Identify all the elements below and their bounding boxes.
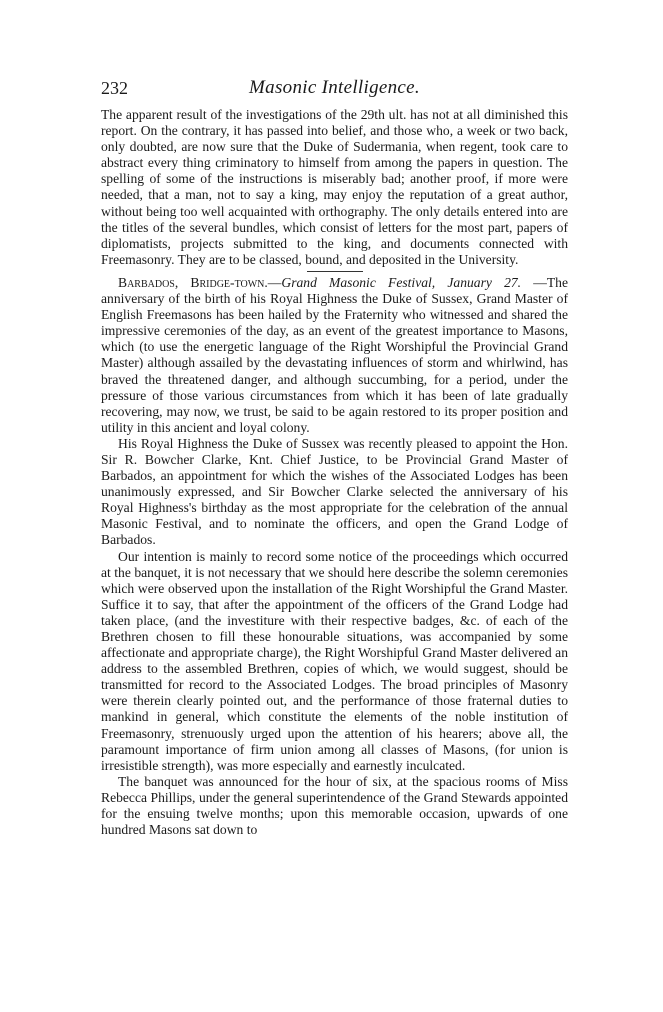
- paragraph-banquet-announcement: The banquet was announced for the hour of six, at the spacious rooms of Miss Rebecca Phillips, under the general superintendence of the Grand Stewards appointed for the ensuing twelve months; upon this memorable occasion, upwards of one hundred Masons sat down to: [101, 773, 568, 838]
- paragraph-appointment: His Royal Highness the Duke of Sussex was recently pleased to appoint the Hon. Sir R. Bowcher Clarke, Knt. Chief Justice, to be Provincial Grand Master of Barbados, an appointment for which the wishes of the Associated Lodges has been unanimously expressed, and Sir Bowcher Clarke selected the anniversary of his Royal Highness's birthday as the most appropriate for the celebration of the annual Masonic Festival, and to nominate the officers, and open the Grand Lodge of Barbados.: [101, 435, 568, 548]
- paragraph-barbados-text: —The anniversary of the birth of his Royal Highness the Duke of Sussex, Grand Master of English Freemasons has been hailed by the Fraternity who witnessed and shared the impressive ceremonies of the day, as an event of the greatest importance to Masons, which (to use the energetic language of the Right Worshipful the Provincial Grand Master) although assailed by the devastating influences of storm and whirlwind, has braved the threatened danger, and although succumbing, for a period, under the pressure of those various circumstances from which it has been of late gradually recovering, may now, we trust, be said to be again restored to its proper position and utility in this ancient and loyal colony.: [101, 274, 568, 435]
- dateline-place: Barbados, Bridge-town.—: [118, 274, 282, 290]
- book-page: [101, 76, 568, 838]
- paragraph-sudermania-report: The apparent result of the investigations of the 29th ult. has not at all diminished this report. On the contrary, it has passed into belief, and those who, a week or two back, only doubted, are now sure that the Duke of Sudermania, when regent, took care to abstract every thing criminatory to himself from among the papers in question. The spelling of some of the instructions is miserably bad; another proof, if more were needed, that a man, not to say a king, may enjoy the reputation of a great author, without being too well acquainted with orthography. The only details entered into are the titles of the several bundles, which consist of letters for the most part, papers of diplomatists, projects submitted to the king, and documents connected with Freemasonry. They are to be classed, bound, and deposited in the University.: [101, 107, 568, 267]
- paragraph-barbados-festival: [101, 275, 568, 436]
- running-head: Masonic Intelligence.: [249, 77, 420, 98]
- article-body: [101, 107, 568, 838]
- paragraph-banquet-proceedings: Our intention is mainly to record some notice of the proceedings which occurred at the banquet, it is not necessary that we should here describe the solemn ceremonies which were observed upon the installation of the Right Worshipful the Grand Master. Suffice it to say, that after the appointment of the officers of the Grand Lodge had taken place, (and the investiture with their respective badges, &c. of each of the Brethren chosen to fill these honourable situations, was accompanied by some affectionate and appropriate charge), the Right Worshipful Grand Master delivered an address to the assembled Brethren, copies of which, we would suggest, should be transmitted for record to the Associated Lodges. The broad principles of Masonry were therein clearly pointed out, and the performance of those fraternal duties to mankind in general, which constitute the elements of the noble institution of Freemasonry, strenuously urged upon the attention of his hearers; above all, the paramount importance of firm union among all classes of Masons, (for union is irresistible strength), was more especially and earnestly inculcated.: [101, 548, 568, 773]
- section-divider: [307, 271, 363, 272]
- page-number: 232: [101, 78, 128, 98]
- dateline-event: Grand Masonic Festival, January 27.: [281, 274, 522, 290]
- page-header: [101, 76, 568, 104]
